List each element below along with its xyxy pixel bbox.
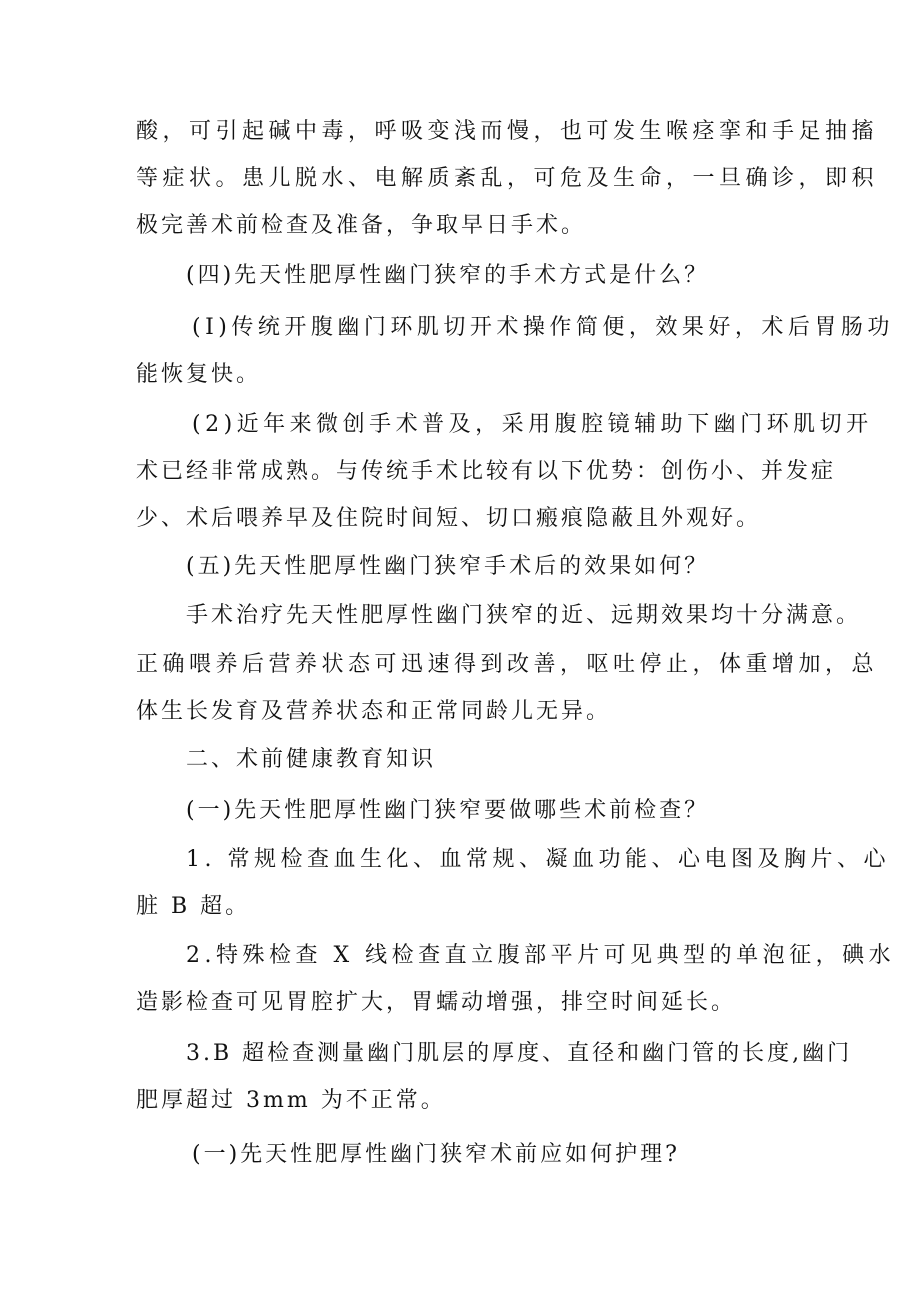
text-line: 极完善术前检查及准备，争取早日手术。 (136, 213, 587, 238)
text-line: 术已经非常成熟。与传统手术比较有以下优势：创伤小、并发症 (136, 459, 837, 484)
text-line: 造影检查可见胃腔扩大，胃蠕动增强，排空时间延长。 (136, 990, 737, 1015)
section-heading-4: (四)先天性肥厚性幽门狭窄的手术方式是什么？ (186, 263, 710, 288)
text-line: 手术治疗先天性肥厚性幽门狭窄的近、远期效果均十分满意。 (186, 603, 862, 628)
text-line: 正确喂养后营养状态可迅速得到改善，呕吐停止，体重增加，总 (136, 652, 879, 677)
text-line: 酸，可引起碱中毒，呼吸变浅而慢，也可发生喉痉挛和手足抽搐 (136, 119, 879, 144)
text-line: 体生长发育及营养状态和正常同龄儿无异。 (136, 699, 612, 724)
text-line: (I)传统开腹幽门环肌切开术操作简便，效果好，术后胃肠功 (192, 315, 894, 340)
text-line: 脏 B 超。 (136, 894, 251, 919)
text-line: 肥厚超过 3mm 为不正常。 (136, 1088, 446, 1113)
text-line: 2.特殊检查 X 线检查直立腹部平片可见典型的单泡征，碘水 (186, 943, 896, 968)
question-heading-preop-exams: (一)先天性肥厚性幽门狭窄要做哪些术前检查？ (186, 798, 710, 823)
section-heading-5: (五)先天性肥厚性幽门狭窄手术后的效果如何？ (186, 554, 710, 579)
text-line: (2)近年来微创手术普及，采用腹腔镜辅助下幽门环肌切开 (192, 412, 873, 437)
text-line: 3.B 超检查测量幽门肌层的厚度、直径和幽门管的长度,幽门 (186, 1041, 853, 1066)
question-heading-preop-care: (一)先天性肥厚性幽门狭窄术前应如何护理? (192, 1142, 680, 1167)
text-line: 少、术后喂养早及住院时间短、切口瘢痕隐蔽且外观好。 (136, 506, 762, 531)
text-line: 等症状。患儿脱水、电解质紊乱，可危及生命，一旦确诊，即积 (136, 166, 879, 191)
text-line: 1. 常规检查血生化、血常规、凝血功能、心电图及胸片、心 (186, 847, 890, 872)
section-title-preop-education: 二、术前健康教育知识 (186, 747, 437, 772)
text-line: 能恢复快。 (136, 362, 262, 387)
